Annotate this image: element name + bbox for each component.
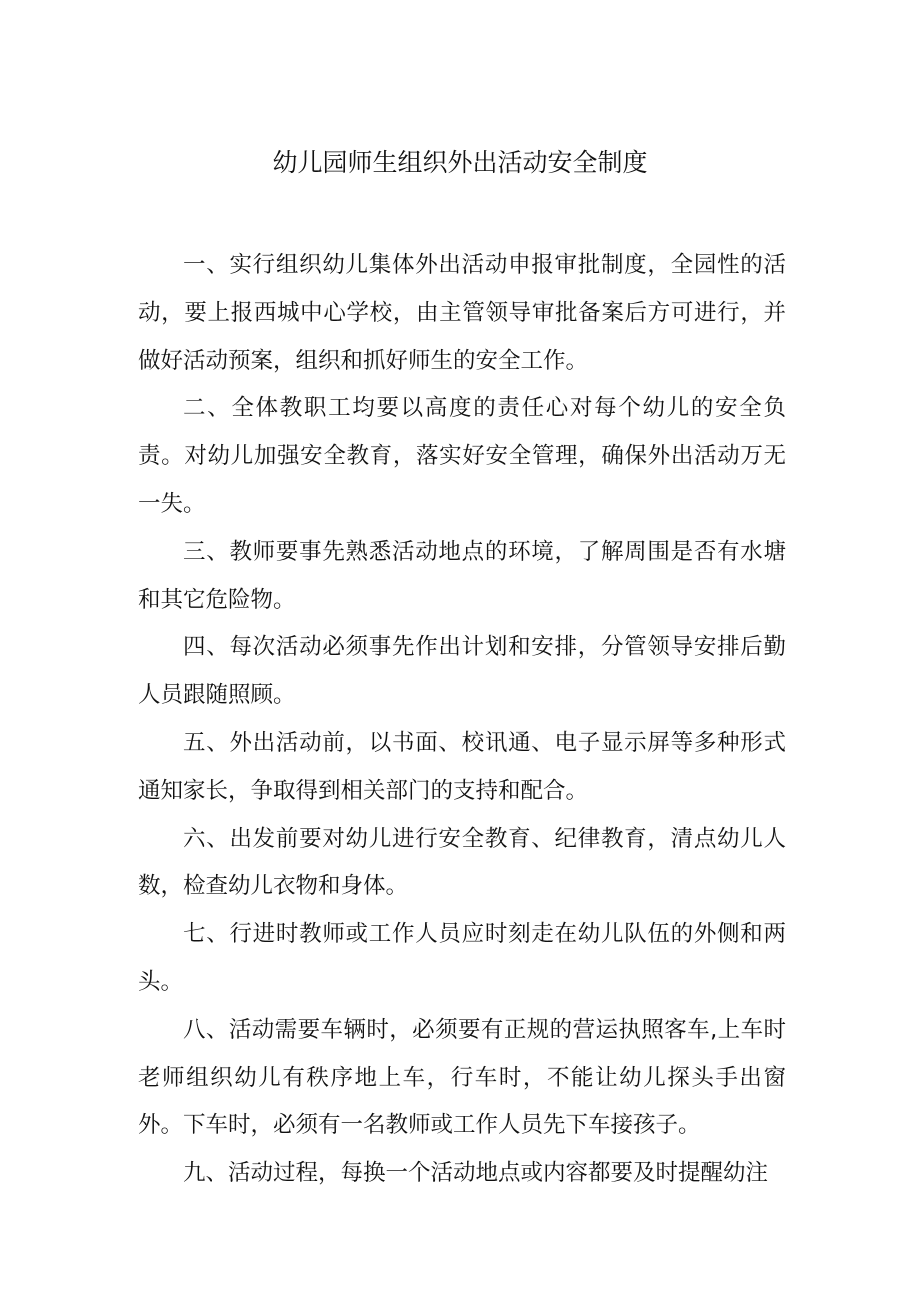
paragraph-7: 七、行进时教师或工作人员应时刻走在幼儿队伍的外侧和两头。 xyxy=(138,921,786,995)
document-body xyxy=(138,242,786,1198)
paragraph-3: 三、教师要事先熟悉活动地点的环境，了解周围是否有水塘和其它危险物。 xyxy=(138,538,786,613)
paragraph-9: 九、活动过程，每换一个活动地点或内容都要及时提醒幼注 xyxy=(183,1160,769,1187)
paragraph-8: 八、活动需要车辆时，必须要有正规的营运执照客车,上车时老师组织幼儿有秩序地上车，行车时，不能让幼儿探头手出窗外。下车时，必须有一名教师或工作人员先下车接孩子。 xyxy=(138,1016,786,1139)
document-title: 幼儿园师生组织外出活动安全制度 xyxy=(272,148,648,177)
paragraph-1: 一、实行组织幼儿集体外出活动申报审批制度，全园性的活动，要上报西城中心学校，由主管领导审批备案后方可进行，并做好活动预案，组织和抓好师生的安全工作。 xyxy=(138,252,786,374)
paragraph-4: 四、每次活动必须事先作出计划和安排，分管领导安排后勤人员跟随照顾。 xyxy=(138,634,786,709)
paragraph-5: 五、外出活动前，以书面、校讯通、电子显示屏等多种形式通知家长，争取得到相关部门的支持和配合。 xyxy=(138,729,786,804)
paragraph-6: 六、出发前要对幼儿进行安全教育、纪律教育，清点幼儿人数，检查幼儿衣物和身体。 xyxy=(138,825,786,900)
paragraph-2: 二、全体教职工均要以高度的责任心对每个幼儿的安全负责。对幼儿加强安全教育，落实好安全管理，确保外出活动万无一失。 xyxy=(138,395,786,517)
